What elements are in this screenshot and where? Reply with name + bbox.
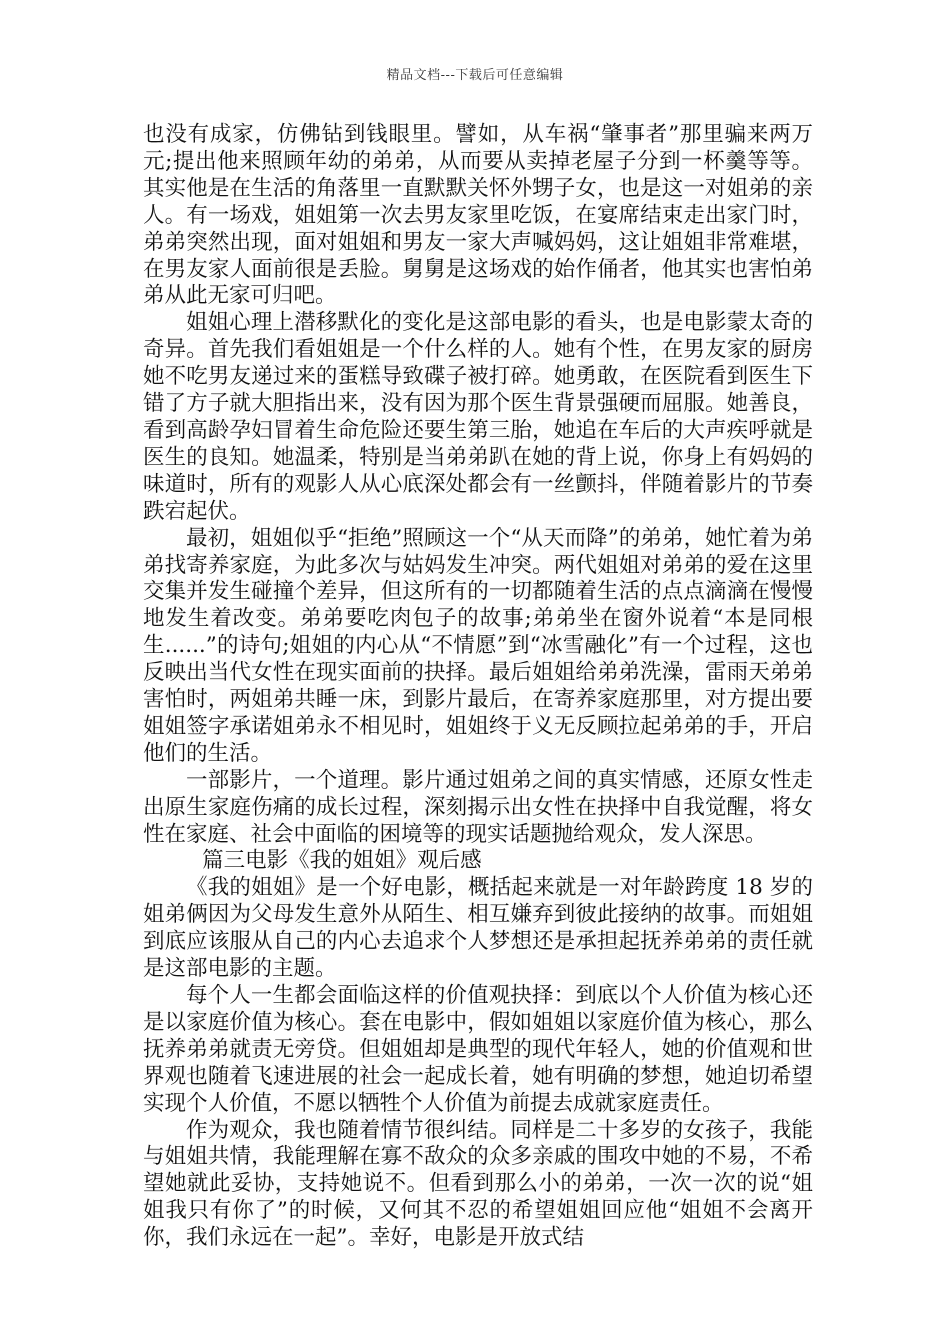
document-body	[143, 122, 813, 1252]
paragraph-values-choice: 每个人一生都会面临这样的价值观抉择：到底以个人价值为核心还是以家庭价值为核心。套在电影中，假如姐姐以家庭价值为核心，那么抚养弟弟就责无旁贷。但姐姐却是典型的现代年轻人，她的价值观和世界观也随着飞速进展的社会一起成长着，她有明确的梦想，她迫切希望实现个人价值，不愿以牺牲个人价值为前提去成就家庭责任。	[143, 983, 813, 1116]
page-header: 精品文档---下载后可任意编辑	[386, 68, 564, 83]
section-heading: 篇三电影《我的姐姐》观后感	[202, 848, 482, 874]
paragraph-film-summary: 《我的姐姐》是一个好电影，概括起来就是一对年龄跨度 18 岁的姐弟俩因为父母发生意外从陌生、相互嫌弃到彼此接纳的故事。而姐姐到底应该服从自己的内心去追求个人梦想还是承担起抚养弟弟的责任就是这部电影的主题。	[143, 875, 813, 982]
paragraph-uncle-continuation: 也没有成家，仿佛钻到钱眼里。譬如，从车祸“肇事者”那里骗来两万元;提出他来照顾年幼的弟弟，从而要从卖掉老屋子分到一杯羹等等。其实他是在生活的角落里一直默默关怀外甥子女，也是这一对姐弟的亲人。有一场戏，姐姐第一次去男友家里吃饭，在宴席结束走出家门时，弟弟突然出现，面对姐姐和男友一家大声喊妈妈，这让姐姐非常难堪，在男友家人面前很是丢脸。舅舅是这场戏的始作俑者，他其实也害怕弟弟从此无家可归吧。	[143, 122, 813, 309]
paragraph-film-meaning: 一部影片，一个道理。影片通过姐弟之间的真实情感，还原女性走出原生家庭伤痛的成长过程，深刻揭示出女性在抉择中自我觉醒，将女性在家庭、社会中面临的困境等的现实话题抛给观众，发人深思。	[143, 767, 813, 847]
paragraph-audience-feeling: 作为观众，我也随着情节很纠结。同样是二十多岁的女孩子，我能与姐姐共情，我能理解在寡不敌众的众多亲戚的围攻中她的不易，不希望她就此妥协，支持她说不。但看到那么小的弟弟，一次一次的说“姐姐我只有你了”的时候，又何其不忍的希望姐姐回应他“姐姐不会离开你，我们永远在一起”。幸好，电影是开放式结	[143, 1117, 813, 1251]
paragraph-sister-change: 最初，姐姐似乎“拒绝”照顾这一个“从天而降”的弟弟，她忙着为弟弟找寄养家庭，为此多次与姑妈发生冲突。两代姐姐对弟弟的爱在这里交集并发生碰撞个差异，但这所有的一切都随着生活的点点滴滴在慢慢地发生着改变。弟弟要吃肉包子的故事;弟弟坐在窗外说着“本是同根生......”的诗句;姐姐的内心从“不情愿”到“冰雪融化”有一个过程，这也反映出当代女性在现实面前的抉择。最后姐姐给弟弟洗澡，雷雨天弟弟害怕时，两姐弟共睡一床，到影片最后，在寄养家庭那里，对方提出要姐姐签字承诺姐弟永不相见时，姐姐终于义无反顾拉起弟弟的手，开启他们的生活。	[143, 525, 813, 766]
paragraph-sister-character: 姐姐心理上潜移默化的变化是这部电影的看头，也是电影蒙太奇的奇异。首先我们看姐姐是一个什么样的人。她有个性，在男友家的厨房她不吃男友递过来的蛋糕导致碟子被打碎。她勇敢，在医院看到医生下错了方子就大胆指出来，没有因为那个医生背景强硬而屈服。她善良，看到高龄孕妇冒着生命危险还要生第三胎，她追在车后的大声疾呼就是医生的良知。她温柔，特别是当弟弟趴在她的背上说，你身上有妈妈的味道时，所有的观影人从心底深处都会有一丝颤抖，伴随着影片的节奏跌宕起伏。	[143, 310, 813, 524]
